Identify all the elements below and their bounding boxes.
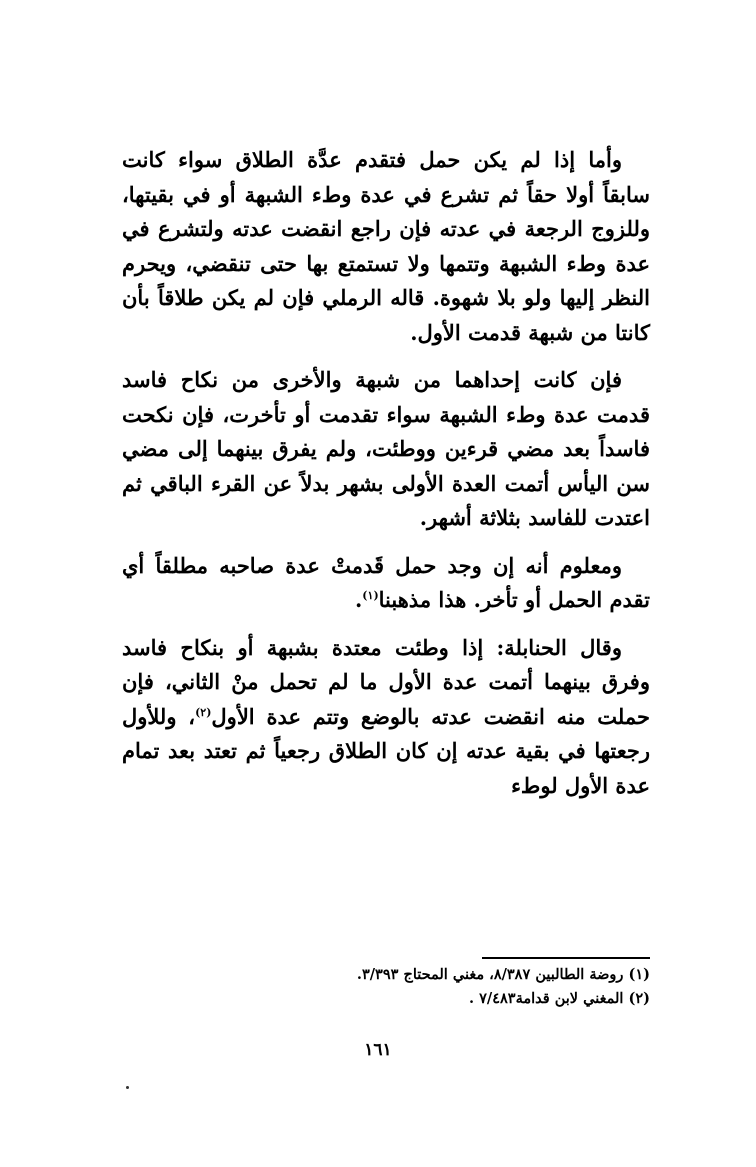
footnotes — [260, 963, 650, 1011]
paragraph-3-end: . — [354, 587, 363, 612]
paragraph-4 — [122, 631, 650, 804]
page-number: ١٦١ — [364, 1040, 392, 1060]
footnote-2: (٢) المغني لابن قدامة٧/٤٨٣ . — [469, 990, 650, 1007]
footnote-separator — [482, 957, 650, 959]
footnote-ref-1: (١) — [362, 589, 379, 602]
paragraph-3-text: ومعلوم أنه إن وجد حمل قَدمتْ عدة صاحبه مطلقاً أي تقدم الحمل أو تأخر. هذا مذهبنا — [122, 552, 650, 612]
paragraph-4-start: وقال الحنابلة: إذا وطئت معتدة بشبهة أو بنكاح فاسد وفرق بينهما أتمت عدة الأول ما لم تحمل منْ الثاني، فإن حملت منه انقضت عدته بالوضع وتتم عدة الأول — [122, 634, 650, 729]
paragraph-2 — [122, 363, 650, 536]
paragraph-2-text: فإن كانت إحداهما من شبهة والأخرى من نكاح فاسد قدمت عدة وطء الشبهة سواء تقدمت أو تأخرت، فإن نكحت فاسداً بعد مضي قرءين ووطئت، ولم يفرق بينهما إلى مضي سن اليأس أتمت العدة الأولى بشهر بدلاً عن القرء الباقي ثم اعتدت للفاسد بثلاثة أشهر. — [122, 367, 650, 530]
paragraph-1 — [122, 143, 650, 350]
footnote-ref-2: (٢) — [195, 705, 212, 719]
paragraph-4-text: ، وللأول رجعتها في بقية عدته إن كان الطلاق رجعياً ثم تعتد بعد تمام عدة الأول لوطء — [122, 703, 650, 798]
main-text — [122, 143, 650, 803]
scan-speck — [126, 1086, 129, 1089]
footnote-1: (١) روضة الطالبين ٨/٣٨٧، مغني المحتاج ٣/٣٩٣. — [356, 966, 650, 983]
paragraph-1-text: وأما إذا لم يكن حمل فتقدم عدَّة الطلاق سواء كانت سابقاً أولا حقاً ثم تشرع في عدة وطء الشبهة أو في بقيتها، وللزوج الرجعة في عدته فإن راجع انقضت عدته ولتشرع في عدة وطء الشبهة وتتمها ولا تستمتع بها حتى تنقضي، ويحرم النظر إليها ولو بلا شهوة. قاله الرملي فإن لم يكن طلاقاً بأن كانتا من شبهة قدمت الأول. — [122, 147, 650, 345]
paragraph-3 — [122, 549, 650, 618]
